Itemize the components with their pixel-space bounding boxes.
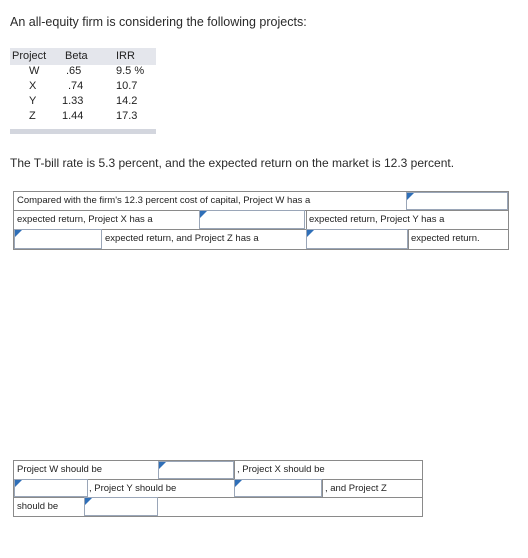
project-y-return-dropdown[interactable] <box>14 229 102 249</box>
dropdown-marker-icon <box>307 230 314 237</box>
dropdown-marker-icon <box>200 211 207 218</box>
row-z-beta: 1.44 <box>62 110 84 122</box>
row-y-beta: 1.33 <box>62 95 84 107</box>
project-x-return-dropdown[interactable] <box>199 210 305 229</box>
q1-line2b-text: expected return, Project Y has a <box>309 214 445 225</box>
cell-divider <box>306 211 307 229</box>
q1-line1-text: Compared with the firm's 12.3 percent cost of capital, Project W has a <box>17 195 311 206</box>
row-z-irr: 17.3 <box>116 110 138 122</box>
header-beta: Beta <box>65 50 88 62</box>
dropdown-marker-icon <box>15 480 22 487</box>
dropdown-marker-icon <box>407 193 414 200</box>
q1-line3b-text: expected return. <box>411 233 480 244</box>
q2-line1b-text: , Project X should be <box>237 464 325 475</box>
row-w-beta: .65 <box>66 65 82 77</box>
q1-line3a-text: expected return, and Project Z has a <box>105 233 259 244</box>
cell-divider <box>322 480 323 497</box>
row-divider <box>14 497 422 498</box>
row-y-project: Y <box>29 95 37 107</box>
row-w-project: W <box>29 65 40 77</box>
dropdown-marker-icon <box>159 462 166 469</box>
q2-line2b-text: , and Project Z <box>325 483 387 494</box>
q2-line1a-text: Project W should be <box>17 464 103 475</box>
row-y-irr: 14.2 <box>116 95 138 107</box>
row-z-project: Z <box>29 110 36 122</box>
intro-text: An all-equity firm is considering the following projects: <box>10 15 307 29</box>
q2-line2a-text: , Project Y should be <box>89 483 177 494</box>
project-z-return-dropdown[interactable] <box>306 229 408 249</box>
dropdown-marker-icon <box>15 230 22 237</box>
project-w-return-dropdown[interactable] <box>406 192 508 210</box>
row-w-irr: 9.5 % <box>116 65 145 77</box>
q1-line2a-text: expected return, Project X has a <box>17 214 153 225</box>
cell-divider <box>408 230 409 249</box>
project-x-decision-dropdown[interactable] <box>14 479 88 497</box>
q2-line3-text: should be <box>17 501 59 512</box>
header-irr: IRR <box>116 50 135 62</box>
cell-divider <box>234 461 235 479</box>
project-z-decision-dropdown[interactable] <box>84 497 158 516</box>
header-project: Project <box>12 50 47 62</box>
tbill-text: The T-bill rate is 5.3 percent, and the expected return on the market is 12.3 percent. <box>10 156 455 170</box>
row-x-beta: .74 <box>68 80 84 92</box>
dropdown-marker-icon <box>235 480 242 487</box>
project-w-decision-dropdown[interactable] <box>158 461 234 479</box>
row-x-irr: 10.7 <box>116 80 138 92</box>
project-y-decision-dropdown[interactable] <box>234 479 322 497</box>
dropdown-marker-icon <box>85 498 92 505</box>
row-x-project: X <box>29 80 37 92</box>
table-footer-bar <box>10 129 156 134</box>
